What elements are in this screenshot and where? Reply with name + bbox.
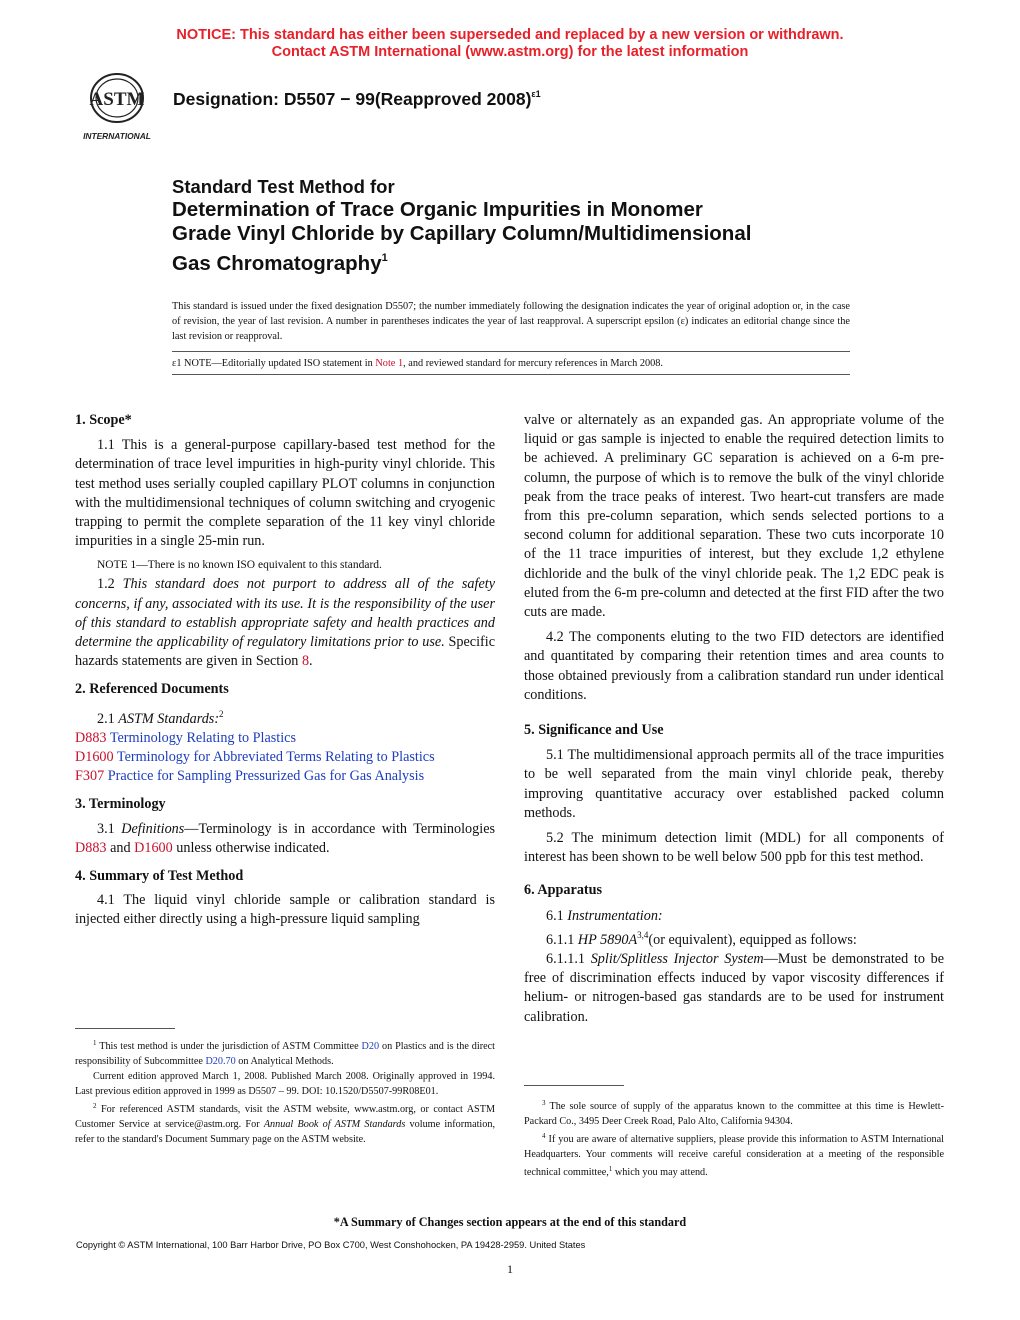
apparatus-heading: 6. Apparatus [524,882,603,899]
issuance-statement: This standard is issued under the fixed designation D5507; the number immediately following the designation indicates the year of original adoption or, in the case of revision, the year of last revision. A number in parentheses indicates the year of last reapproval. A superscript epsilon (ε) indicates an editorial change since the last revision or reapproval. [172,301,850,342]
footnote-1-a: This test method is under the jurisdiction of ASTM Committee [99,1041,362,1052]
epsilon-note-suffix: , and reviewed standard for mercury references in March 2008. [403,358,663,369]
footnote-1 [75,1036,495,1069]
section-1-2-end: . [309,653,313,670]
section-8-link[interactable]: 8 [301,653,310,670]
footnote-2-mark: 2 [93,1102,97,1110]
right-column [524,411,944,1027]
footnote-4-mark: 4 [542,1132,546,1140]
reference-f307-title[interactable]: Practice for Sampling Pressurized Gas for Gas Analysis [104,768,425,785]
notice-line-1: NOTICE: This standard has either been superseded and replaced by a new version or withdrawn. [176,27,844,43]
section-6-1 [524,907,944,926]
notice-line-2: Contact ASTM International (www.astm.org) for the latest information [271,44,749,60]
d1600-link[interactable]: D1600 [134,839,173,856]
footnote-2-italic: Annual Book of ASTM Standards [263,1119,406,1130]
reference-f307-code[interactable]: F307 [75,768,105,785]
astm-logo-graphic [74,72,160,144]
terminology-heading: 3. Terminology [75,796,166,813]
summary-heading: 4. Summary of Test Method [75,868,244,885]
section-6-1-1-1-tail: —Must be demonstrated to be free of discrimination effects induced by vapor viscosity differences if helium- or nitrogen-based gas standards are to be used for instrument calibration. [524,951,944,1025]
section-2-1-number: 2.1 [97,710,119,727]
footnote-1-mark: 1 [93,1039,97,1047]
footnote-2 [75,1099,495,1147]
right-footnotes [524,1096,944,1180]
reference-d1600-code[interactable]: D1600 [75,749,114,766]
section-6-1-1-sup: 3,4 [637,929,649,940]
section-1-1: 1.1 This is a general-purpose capillary-based test method for the determination of trace level impurities in high-purity vinyl chloride. This test method uses serially coupled capillary PLOT columns in conjunction with the multidimensional techniques of column switching and cryogenic trapping to permit the complete separation of the 11 key vinyl chloride impurities in a single 25-min run. [75,437,495,550]
section-1-2 [75,575,495,671]
left-footnotes [75,1036,495,1147]
logo-subtext: INTERNATIONAL [83,131,151,141]
footnote-4-sup: 1 [608,1165,613,1173]
reference-d1600[interactable] [75,748,495,767]
section-5-1: 5.1 The multidimensional approach permits all of the trace impurities to be well separated from the main vinyl chloride peak, thereby improving quantitative accuracy over established packed column methods. [524,747,944,821]
reference-f307[interactable] [75,767,495,786]
significance-heading: 5. Significance and Use [524,722,664,739]
astm-logo [74,72,160,144]
left-column [75,411,495,930]
footnote-1-edition: Current edition approved March 1, 2008. Published March 2008. Originally approved in 1994. Last previous edition approved in 1999 as D5507 – 99. DOI: 10.1520/D5507-99R08E01. [75,1071,495,1097]
section-4-2: 4.2 The components eluting to the two FID detectors are identified and quantitated by comparing their retention times and area counts to those obtained previously from a calibration standard run under identical conditions. [524,629,944,703]
section-3-1-italic: Definitions [121,820,185,837]
section-1-2-tail: Specific hazards statements are given in Section [75,634,496,670]
section-2-1-italic: ASTM Standards: [118,710,220,727]
designation [173,89,541,110]
title-line-2: Determination of Trace Organic Impurities in Monomer [172,198,703,221]
note-1: NOTE 1—There is no known ISO equivalent to this standard. [97,559,382,572]
section-3-1 [75,820,495,858]
section-3-1-b: and [106,839,135,856]
reference-d883-title[interactable]: Terminology Relating to Plastics [106,729,297,746]
logo-letters: ASTM [89,89,145,110]
referenced-documents-heading: 2. Referenced Documents [75,681,229,698]
section-4-1: 4.1 The liquid vinyl chloride sample or calibration standard is injected either directly using a high-pressure liquid sampling [75,892,495,928]
title-line-3: Grade Vinyl Chloride by Capillary Column/Multidimensional [172,222,752,245]
section-6-1-1-1-number: 6.1.1.1 [546,951,591,968]
scope-heading: 1. Scope* [75,412,132,428]
title-line-1: Standard Test Method for [172,176,395,197]
designation-text: Designation: D5507 − 99(Reapproved 2008) [173,89,532,109]
section-6-1-1-number: 6.1.1 [546,931,578,948]
section-3-1-number: 3.1 [97,820,122,837]
footnote-1-c: on Analytical Methods. [235,1056,334,1067]
note-1-link[interactable]: Note 1 [375,358,404,369]
section-6-1-italic: Instrumentation: [567,907,663,924]
footnote-3 [524,1096,944,1129]
reference-d883[interactable] [75,729,495,748]
section-4-1-continued: valve or alternately as an expanded gas. An appropriate volume of the liquid or gas sample is injected to enable the required detection limits to be achieved. A preliminary GC separation is achieved on a 6-m pre-column, the purpose of which is to remove the bulk of the vinyl chloride peak from the trace peaks of interest. Two heart-cut transfers are made from this pre-column separation, which sends selected portions to a second column for additional separation. These two cuts incorporate 10 of the 11 trace impurities of interest, but they exclude 1,2 ethylene dichloride and the bulk of the vinyl chloride peak. The 1,2 EDC peak is eluted from the 6-m pre-column and detected at the first FID after the two cuts are made. [524,412,944,621]
withdrawal-notice [0,27,1020,61]
footnote-2-a: For referenced ASTM standards, visit the ASTM website, www.astm.org, or contact ASTM Customer Service at service@astm.org. For [75,1104,496,1130]
summary-of-changes-note: *A Summary of Changes section appears at the end of this standard [333,1215,687,1229]
left-footnote-rule [75,1028,175,1029]
document-title [172,175,892,276]
footnote-3-text: The sole source of supply of the apparatus known to the committee at this time is Hewlett-Packard Co., 3495 Deer Creek Road, Palo Alto, California 94304. [524,1101,944,1127]
subcommittee-d20-70-link[interactable]: D20.70 [205,1056,236,1067]
copyright: Copyright © ASTM International, 100 Barr Harbor Drive, PO Box C700, West Conshohocken, PA 19428-2959. United States [76,1240,586,1250]
section-3-1-a: —Terminology is in accordance with Terminologies [184,820,496,837]
page-number: 1 [507,1262,513,1276]
title-line-4-text: Gas Chromatography [172,252,382,275]
footnote-4-b: which you may attend. [612,1167,708,1178]
reference-d883-code[interactable]: D883 [75,729,107,746]
epsilon-note [172,357,850,371]
section-6-1-1-tail: (or equivalent), equipped as follows: [648,931,857,948]
section-6-1-1-italic: HP 5890A [577,931,638,948]
title-footnote-mark: 1 [381,252,388,264]
section-3-1-c: unless otherwise indicated. [172,839,330,856]
section-2-1 [75,705,495,729]
divider-top [172,351,850,352]
section-2-1-sup: 2 [219,708,224,719]
section-6-1-1-1 [524,950,944,1027]
section-1-2-italic: This standard does not purport to address all of the safety concerns, if any, associated with its use. It is the responsibility of the user of this standard to establish appropriate safety and health practices and determine the applicability of regulatory limitations prior to use. [75,576,495,651]
footnote-4 [524,1129,944,1180]
section-5-2: 5.2 The minimum detection limit (MDL) for all components of interest has been shown to be well below 500 ppb for this test method. [524,830,944,866]
footnote-2-b: volume information, refer to the standard's Document Summary page on the ASTM website. [75,1119,495,1145]
section-1-2-number: 1.2 [97,576,123,593]
epsilon-note-prefix: ε1 NOTE—Editorially updated ISO statement in [172,358,376,369]
footnote-3-mark: 3 [542,1099,546,1107]
d883-link[interactable]: D883 [75,839,107,856]
footnote-4-a: If you are aware of alternative suppliers, please provide this information to ASTM International Headquarters. Your comments will receive careful consideration at a meeting of the responsible technical committee, [524,1134,944,1178]
divider-bottom [172,374,850,375]
section-6-1-1 [524,926,944,950]
section-6-1-1-1-italic: Split/Splitless Injector System [590,951,764,968]
section-6-1-number: 6.1 [546,907,568,924]
designation-epsilon: ε1 [531,89,541,99]
right-footnote-rule [524,1085,624,1086]
committee-d20-link[interactable]: D20 [361,1041,380,1052]
reference-d1600-title[interactable]: Terminology for Abbreviated Terms Relating to Plastics [113,749,435,766]
title-line-4 [172,246,892,276]
footnote-1-b: on Plastics and is the direct responsibility of Subcommittee [75,1041,495,1067]
